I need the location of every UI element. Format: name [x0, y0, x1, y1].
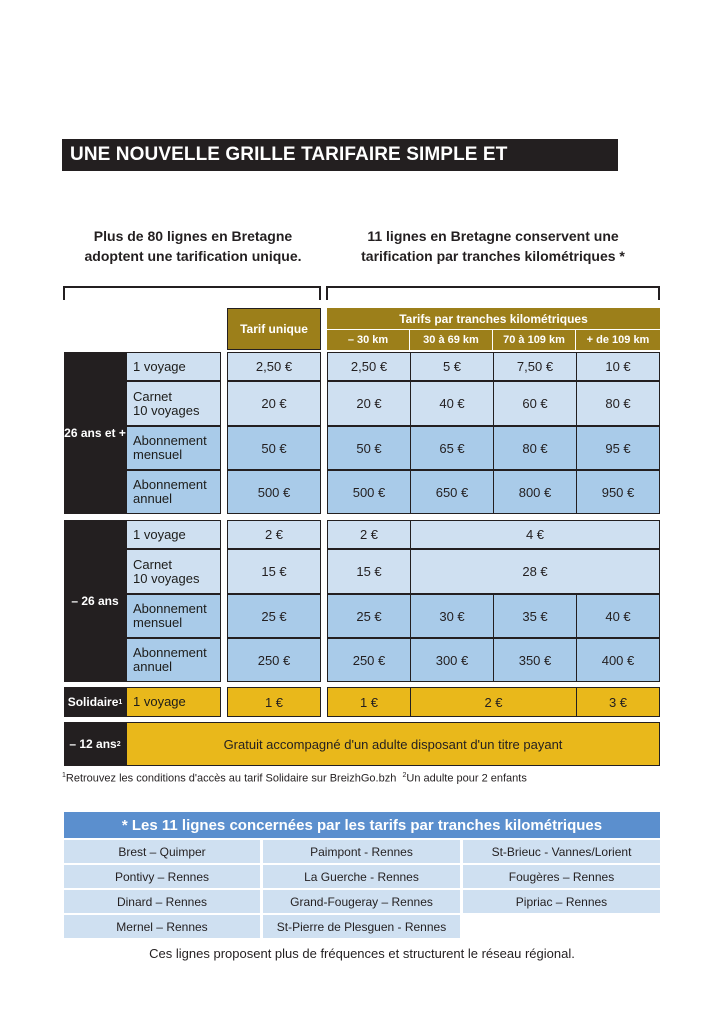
row-label-text: mensuel — [133, 615, 183, 630]
row-label-solidaire — [126, 687, 221, 717]
young-annuel-unique: 250 € — [227, 638, 321, 682]
row-label-text: 10 voyages — [133, 570, 200, 586]
km-header: Tarifs par tranches kilométriques — [327, 308, 660, 329]
row-label-text: Abonnement — [133, 433, 207, 448]
row-label-text: annuel — [133, 491, 173, 506]
km-col-2: 30 à 69 km — [410, 330, 493, 350]
line-item: Brest – Quimper — [64, 840, 260, 863]
young-annuel-km2: 300 € — [410, 638, 494, 682]
row-label-adult-1-voyage — [126, 352, 221, 381]
young-1-voyage-unique: 2 € — [227, 520, 321, 549]
footnote-2-num: 2 — [402, 772, 407, 779]
young-mensuel-km1: 25 € — [327, 594, 411, 638]
line-item: Grand-Fougeray – Rennes — [263, 890, 460, 913]
young-mensuel-km3: 35 € — [493, 594, 577, 638]
child-sup: 2 — [116, 740, 121, 748]
row-label-adult-carnet — [126, 381, 221, 426]
footnote-1-num: 1 — [62, 772, 66, 779]
line-item: Fougères – Rennes — [463, 865, 660, 888]
intro-left-line-1: Plus de 80 lignes en Bretagne — [93, 228, 293, 244]
line-item: Pontivy – Rennes — [64, 865, 260, 888]
young-carnet-km1: 15 € — [327, 549, 411, 594]
row-label-text: Carnet — [133, 388, 173, 404]
row-label-text: mensuel — [133, 447, 183, 462]
tarif-unique-header: Tarif unique — [227, 308, 321, 350]
footer-text: Ces lignes proposent plus de fréquences et structurent le réseau régional. — [149, 946, 575, 961]
adult-annuel-km4: 950 € — [576, 470, 660, 514]
child-free-text: Gratuit accompagné d'un adulte disposant d'un titre payant — [126, 722, 660, 766]
line-item: St-Pierre de Plesguen - Rennes — [263, 915, 460, 938]
age-label-child — [64, 722, 126, 766]
bracket-left — [63, 286, 321, 300]
km-col-1: – 30 km — [327, 330, 410, 350]
adult-annuel-km2: 650 € — [410, 470, 494, 514]
child-label: – 12 ans — [69, 737, 117, 751]
young-mensuel-km4: 40 € — [576, 594, 660, 638]
line-item: La Guerche - Rennes — [263, 865, 460, 888]
adult-1-voyage-km2: 5 € — [410, 352, 494, 381]
line-item: Paimpont - Rennes — [263, 840, 460, 863]
line-item: St-Brieuc - Vannes/Lorient — [463, 840, 660, 863]
row-label-text: Abonnement — [133, 645, 207, 660]
adult-carnet-km2: 40 € — [410, 381, 494, 426]
young-carnet-unique: 15 € — [227, 549, 321, 594]
adult-annuel-km1: 500 € — [327, 470, 411, 514]
solidaire-sup: 1 — [118, 698, 123, 706]
intro-right-line-1: 11 lignes en Bretagne conservent une — [367, 228, 619, 244]
intro-right-line-2: tarification par tranches kilométriques * — [361, 248, 625, 264]
row-label-text: Abonnement — [133, 477, 207, 492]
page-title: UNE NOUVELLE GRILLE TARIFAIRE SIMPLE ET ACCESSIBLE — [62, 139, 618, 171]
footnote-2-text: Un adulte pour 2 enfants — [406, 772, 527, 785]
adult-carnet-unique: 20 € — [227, 381, 321, 426]
footnotes — [62, 772, 662, 785]
row-label-text: 1 voyage — [133, 694, 186, 709]
row-label-text: annuel — [133, 659, 173, 674]
footnote-1-text: Retrouvez les conditions d'accès au tarif Solidaire sur BreizhGo.bzh — [65, 772, 397, 785]
age-label-solidaire — [64, 687, 126, 717]
row-label-text: 1 voyage — [133, 358, 186, 374]
adult-mensuel-km4: 95 € — [576, 426, 660, 470]
intro-right — [326, 226, 660, 266]
adult-carnet-km3: 60 € — [493, 381, 577, 426]
solidaire-km-middle: 2 € — [410, 687, 577, 717]
young-1-voyage-km1: 2 € — [327, 520, 411, 549]
age-label-adult: 26 ans et + — [64, 352, 126, 514]
row-label-young-carnet — [126, 549, 221, 594]
km-col-3: 70 à 109 km — [493, 330, 576, 350]
young-mensuel-km2: 30 € — [410, 594, 494, 638]
line-item: Mernel – Rennes — [64, 915, 260, 938]
adult-1-voyage-km1: 2,50 € — [327, 352, 411, 381]
solidaire-km1: 1 € — [327, 687, 411, 717]
young-annuel-km4: 400 € — [576, 638, 660, 682]
solidaire-km-last: 3 € — [576, 687, 660, 717]
adult-carnet-km1: 20 € — [327, 381, 411, 426]
row-label-young-annuel — [126, 638, 221, 682]
adult-1-voyage-km3: 7,50 € — [493, 352, 577, 381]
young-annuel-km1: 250 € — [327, 638, 411, 682]
row-label-text: 1 voyage — [133, 526, 186, 542]
row-label-text: Carnet — [133, 556, 173, 572]
adult-1-voyage-km4: 10 € — [576, 352, 660, 381]
adult-mensuel-km3: 80 € — [493, 426, 577, 470]
line-item: Pipriac – Rennes — [463, 890, 660, 913]
row-label-young-mensuel — [126, 594, 221, 638]
adult-annuel-km3: 800 € — [493, 470, 577, 514]
young-mensuel-unique: 25 € — [227, 594, 321, 638]
km-col-4: + de 109 km — [576, 330, 660, 350]
adult-mensuel-km1: 50 € — [327, 426, 411, 470]
row-label-text: Abonnement — [133, 601, 207, 616]
row-label-adult-mensuel — [126, 426, 221, 470]
young-1-voyage-km-rest: 4 € — [410, 520, 660, 549]
line-item: Dinard – Rennes — [64, 890, 260, 913]
solidaire-unique: 1 € — [227, 687, 321, 717]
row-label-young-1-voyage — [126, 520, 221, 549]
bracket-right — [326, 286, 660, 300]
adult-mensuel-unique: 50 € — [227, 426, 321, 470]
intro-left-line-2: adoptent une tarification unique. — [84, 248, 302, 264]
age-label-young: – 26 ans — [64, 520, 126, 682]
intro-left — [64, 226, 322, 266]
solidaire-label: Solidaire — [67, 695, 119, 709]
adult-mensuel-km2: 65 € — [410, 426, 494, 470]
adult-1-voyage-unique: 2,50 € — [227, 352, 321, 381]
row-label-adult-annuel — [126, 470, 221, 514]
young-annuel-km3: 350 € — [493, 638, 577, 682]
row-label-text: 10 voyages — [133, 402, 200, 418]
adult-carnet-km4: 80 € — [576, 381, 660, 426]
young-carnet-km-rest: 28 € — [410, 549, 660, 594]
adult-annuel-unique: 500 € — [227, 470, 321, 514]
lines-header: * Les 11 lignes concernées par les tarifs par tranches kilométriques — [64, 812, 660, 838]
